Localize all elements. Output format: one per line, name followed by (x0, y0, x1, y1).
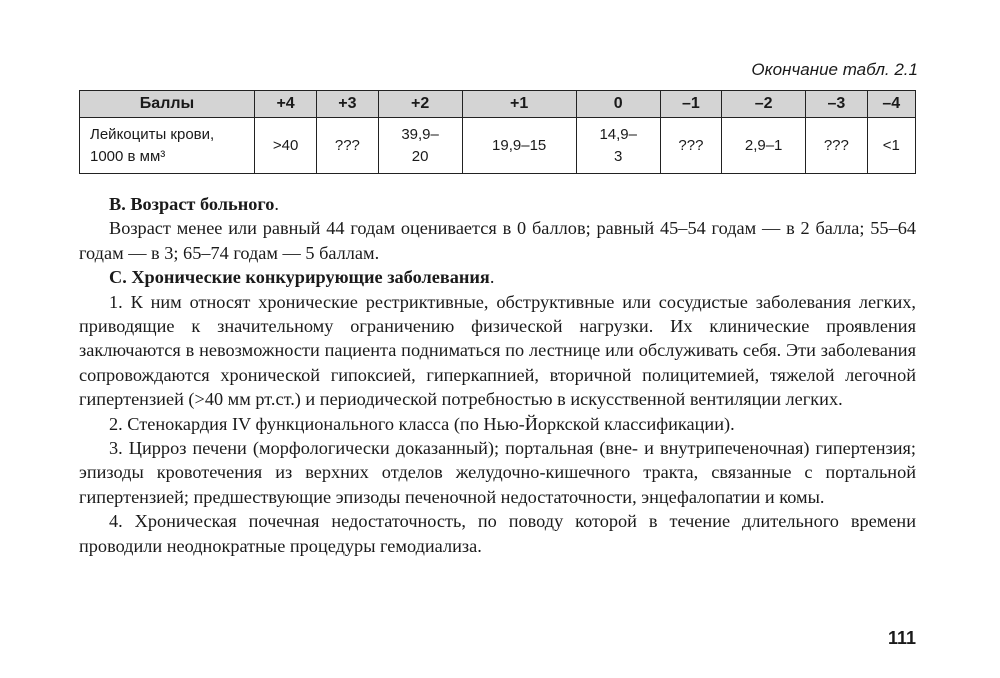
section-c-title: C. Хронические конкурирующие заболевания (109, 267, 490, 288)
value-cell: ??? (660, 118, 721, 174)
value-cell: <1 (867, 118, 915, 174)
header-cell: –4 (867, 91, 915, 118)
section-b-heading: B. Возраст больного. (109, 194, 279, 214)
table-header-row (80, 91, 916, 118)
value-cell: >40 (255, 118, 317, 174)
value-cell: ??? (806, 118, 867, 174)
row-label-cell: Лейкоциты крови, 1000 в мм³ (80, 118, 255, 174)
paragraph-item-2: 2. Стенокардия IV функционального класса (по Нью-Йоркской классификации). (109, 413, 735, 434)
value-cell: 2,9–1 (722, 118, 806, 174)
header-cell: –2 (722, 91, 806, 118)
header-cell: +4 (255, 91, 317, 118)
header-cell: –3 (806, 91, 867, 118)
paragraph-item-1: 1. К ним относят хронические рестриктивные, обструктивные или сосудистые заболевания легких, приводящие к значительному ограничению физической нагрузки. Их клинические проявления заключаются в невозможности пациента подниматься по лестнице или обслуживать себя. Эти заболевания сопровождаются хронической гипоксией, гиперкапнией, вторичной полицитемией, тяжелой легочной гипертензией (>40 мм рт.ст.) и периодической потребностью в искусственной вентиляции легких. (79, 291, 916, 410)
value-cell: 39,9– 20 (378, 118, 462, 174)
header-cell: Баллы (80, 91, 255, 118)
value-cell: ??? (317, 118, 378, 174)
header-cell: +3 (317, 91, 378, 118)
paragraph-item-3: 3. Цирроз печени (морфологически доказанный); портальная (вне- и внутрипеченочная) гипертензия; эпизоды кровотечения из верхних отделов желудочно-кишечного тракта, связанные с портальной гипертензией; предшествующие эпизоды печеночной недостаточности, энцефалопатии и комы. (79, 438, 916, 507)
section-b-title: B. Возраст больного (109, 194, 275, 214)
header-cell: +1 (462, 91, 576, 118)
score-table (79, 90, 916, 174)
section-c-heading: C. Хронические конкурирующие заболевания. (109, 267, 495, 288)
section-b-paragraph: Возраст менее или равный 44 годам оценивается в 0 баллов; равный 45–54 годам — в 2 балла; 55–64 годам — в 3; 65–74 годам — 5 баллам. (79, 218, 916, 263)
header-cell: –1 (660, 91, 721, 118)
value-cell: 14,9– 3 (576, 118, 660, 174)
page-number: 111 (887, 628, 916, 648)
paragraph-item-4: 4. Хроническая почечная недостаточность, по поводу которой в течение длительного времени проводили неоднократные процедуры гемодиализа. (79, 511, 916, 556)
body-text (79, 192, 916, 558)
value-cell: 19,9–15 (462, 118, 576, 174)
header-cell: +2 (378, 91, 462, 118)
table-caption: Окончание табл. 2.1 (751, 60, 918, 79)
header-cell: 0 (576, 91, 660, 118)
table-row (80, 118, 916, 174)
